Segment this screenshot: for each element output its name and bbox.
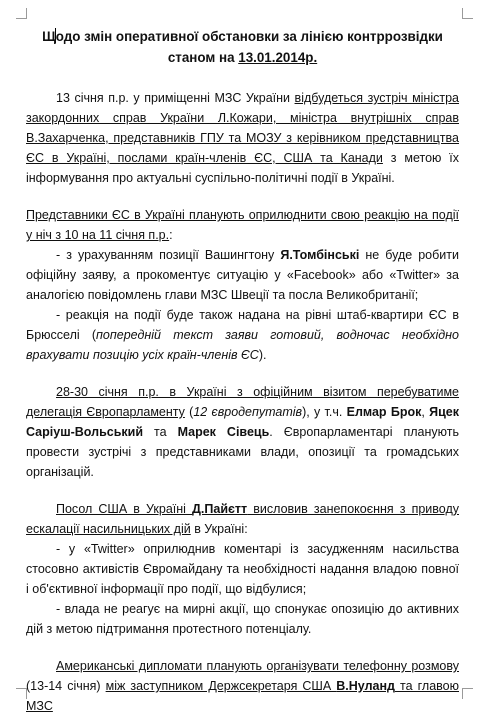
underlined-run: Представники ЄС в Україні планують оприлюднити свою реакцію на події у ніч з 10 на 11 січня п.р.	[26, 208, 459, 242]
title-text: Щодо змін оперативної обстановки за лінією контррозвідки	[42, 29, 443, 44]
text-run: ).	[258, 348, 267, 362]
text-run: (	[184, 405, 194, 419]
underlined-run: відбудеться зустріч міністра закордонних справ України Л.Кожари, міністра внутрішніх справ В.Захарченка, представників ГПУ та МОЗУ з керівником представництва ЄС в Україні, послами країн-членів ЄС, США та Канади	[26, 91, 459, 165]
underlined-run: Американські дипломати планують організувати телефонну розмову	[56, 659, 459, 673]
text-run: з метою їх інформування про актуальні суспільно-політичні події в Україні.	[26, 151, 459, 185]
text-run: 13 січня п.р. у приміщенні МЗС України	[56, 91, 295, 105]
text-run: в Україні:	[190, 522, 248, 536]
text-run: та	[143, 425, 178, 439]
text-run: (13-14 січня)	[26, 679, 106, 693]
text-run: - реакція на події буде також надана на рівні штаб-квартири ЄС в Брюсселі (	[26, 308, 459, 342]
document-title-line1	[26, 26, 459, 47]
text-run: - з урахуванням позиції Вашингтону	[56, 248, 281, 262]
underlined-run: 28-30 січня п.р. в Україні з офіційним візитом перебуватиме делегація Європарламенту	[26, 385, 459, 419]
bold-run: Яцек Саріуш-Вольський	[26, 405, 460, 439]
bullet-authorities	[26, 599, 459, 639]
text-run: :	[169, 228, 173, 242]
bold-run: Я.Томбінські	[280, 248, 360, 262]
underlined-run: висловив занепокоєння з приводу ескалації насильницьких дій	[26, 502, 459, 536]
bullet-tombinski	[26, 245, 459, 305]
document-title-line2	[26, 47, 459, 68]
underlined-run: між заступником Держсекретаря США	[105, 679, 337, 693]
paragraph-us-ambassador	[26, 499, 459, 539]
underlined-run: Посол США в Україні	[56, 502, 193, 516]
bold-run: Марек Сівець	[177, 425, 270, 439]
paragraph-minister-meeting	[26, 88, 459, 188]
paragraph-eu-reaction	[26, 205, 459, 245]
bullet-brussels	[26, 305, 459, 365]
bold-run: Елмар Брок	[346, 405, 422, 419]
bold-underlined-run: Д.Пайєтт	[192, 502, 248, 516]
text-run: ,	[421, 405, 430, 419]
underlined-run: та главою МЗС	[26, 679, 459, 713]
crop-mark-top-right	[462, 8, 473, 19]
crop-mark-bottom-right	[462, 688, 473, 699]
italic-run: попередній текст заяви готовий, водночас необхідно врахувати позицію усіх країн-членів ЄС	[26, 328, 459, 362]
document-body[interactable]	[26, 26, 459, 716]
bullet-twitter	[26, 539, 459, 599]
crop-mark-top-left	[16, 8, 27, 19]
bold-underlined-run: В.Нуланд	[336, 679, 395, 693]
italic-run: 12 євродепутатів	[193, 405, 303, 419]
text-run: - влада не реагує на мирні акції, що спонукає опозицію до активних дій з метою підтримання протестного потенціалу.	[26, 602, 459, 636]
paragraph-europarliament-visit	[26, 382, 459, 482]
title-date: 13.01.2014р.	[238, 50, 318, 65]
title-prefix: станом на	[167, 50, 239, 65]
text-run: не буде робити офіційну заяву, а прокоментує ситуацію у «Facebook» або «Twitter» за аналогією повідомлень глави МЗС Швеції та посла Великобританії;	[26, 248, 459, 302]
paragraph-phone-call	[26, 656, 459, 716]
text-run: ), у т.ч.	[302, 405, 347, 419]
text-run: . Європарламентарі планують провести зустрічі з представниками влади, опозиції та громадських організацій.	[26, 425, 459, 479]
text-run: - у «Twitter» оприлюднив коментарі із засудженням насильства стосовно активістів Євромайдану та необхідності надання владою повної і об'єктивної інформації про події, що відбулися;	[26, 542, 459, 596]
